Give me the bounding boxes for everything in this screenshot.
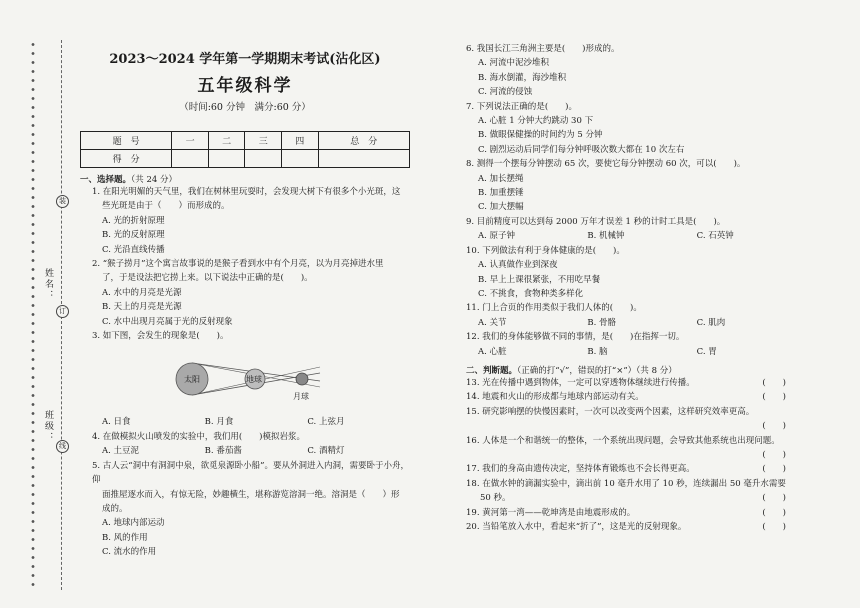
tf-item: 18. 在做水钟的滴漏实验中，滴出前 10 毫升水用了 10 秒，连续漏出 50 毫升水需要 (466, 478, 786, 489)
class-label: 班级： (43, 410, 53, 443)
score-table (80, 131, 410, 168)
options-row (80, 415, 410, 429)
option: C. 不挑食，食物种类多样化 (478, 288, 584, 299)
tf-item: 14. 地震和火山的形成都与地球内部运动有关。 ( ) (466, 390, 806, 404)
answer-paren[interactable]: ( ) (762, 392, 786, 403)
option: A. 加长摆绳 (478, 173, 524, 184)
option: A. 关节 (478, 317, 507, 328)
score-input-cell[interactable] (318, 150, 409, 168)
option: B. 骨骼 (587, 317, 616, 328)
score-input-cell[interactable] (208, 150, 245, 168)
eclipse-diagram (80, 343, 410, 415)
option: A. 土豆泥 (102, 446, 140, 457)
option: A. 日食 (102, 417, 131, 428)
binding-mark-1: 装 (56, 195, 69, 208)
score-cell: 四 (282, 132, 319, 150)
exam-title: 2023～2024 学年第一学期期末考试(沾化区) (109, 52, 381, 67)
question-stem: 6. 我国长江三角洲主要是( )形成的。 (466, 44, 620, 54)
score-cell: 三 (245, 132, 282, 150)
options-row (466, 316, 806, 330)
option: C. 流水的作用 (102, 547, 157, 558)
option: C. 肌肉 (696, 317, 726, 328)
option: C. 加大摆幅 (478, 202, 524, 213)
tf-item: 15. 研究影响摆的快慢因素时，一次可以改变两个因素，这样研究效率更高。 (466, 406, 755, 417)
binding-mark-3: 线 (56, 440, 69, 453)
option: B. 加重摆锤 (478, 188, 524, 199)
option: B. 番茄酱 (204, 446, 242, 457)
score-input-cell[interactable] (172, 150, 209, 168)
question-stem: 9. 目前精度可以达到每 2000 万年才误差 1 秒的计时工具是( )。 (466, 216, 726, 227)
answer-paren[interactable]: ( ) (762, 493, 786, 504)
question-stem: 4. 在做模拟火山喷发的实验中，我们用( )模拟岩浆。 (92, 431, 305, 442)
score-input-cell[interactable] (245, 150, 282, 168)
tf-item: 13. 光在传播中遇到物体，一定可以穿透物体继续进行传播。 ( ) (466, 376, 806, 390)
option: B. 机械钟 (587, 231, 625, 242)
option: B. 海水倒灌，海沙堆积 (478, 72, 567, 83)
option: C. 剧烈运动后同学们每分钟呼吸次数大都在 10 次左右 (478, 144, 685, 155)
question-stem: 2. “猴子捞月”这个寓言故事说的是猴子看到水中有个月亮，以为月亮掉进水里 (92, 259, 384, 270)
tf-item: 20. 当铅笔放入水中，看起来“折了”，这是光的反射现象。 ( ) (466, 520, 806, 534)
earth-label: 地球 (246, 375, 262, 385)
answer-paren[interactable]: ( ) (762, 522, 786, 532)
option: A. 地球内部运动 (102, 518, 165, 529)
subject-title: 五年级科学 (197, 76, 293, 96)
tf-item (466, 448, 806, 462)
question-stem: 5. 古人云“洞中有洞洞中泉，欲觅泉源卧小船”。要从外洞进入内洞，需要卧于小舟，仰 (92, 460, 410, 486)
options-row (466, 229, 806, 243)
tf-item: 50 秒。 ( ) (466, 491, 806, 505)
binding-dots (30, 40, 36, 590)
score-cell: 一 (172, 132, 209, 150)
question-stem: 1. 在阳光明媚的天气里，我们在树林里玩耍时，会发现大树下有很多个小光斑，这 (92, 187, 401, 197)
section-title: 二、判断题。（正确的打“√”，错误的打“×”）（共 8 分） (466, 365, 677, 376)
options-row (80, 444, 410, 458)
option: A. 原子钟 (478, 231, 516, 242)
score-cell: 总 分 (318, 132, 409, 150)
option: C. 上弦月 (307, 417, 345, 428)
question-stem: 12. 我们的身体能够做不同的事情，是( )在指挥一切。 (466, 332, 685, 343)
answer-paren[interactable]: ( ) (762, 507, 786, 518)
score-cell: 得 分 (81, 150, 172, 168)
option: A. 心脏 (478, 346, 507, 357)
option: A. 心脏 1 分钟大约跳动 30 下 (478, 116, 594, 127)
score-input-cell[interactable] (282, 150, 319, 168)
question-stem: 些光斑是由于（ ）而形成的。 (102, 201, 230, 212)
sun-label: 太阳 (184, 375, 200, 385)
option: B. 风的作用 (102, 532, 148, 543)
question-stem: 了，于是设法把它捞上来。以下说法中正确的是( )。 (102, 273, 313, 284)
option: B. 早上上课很紧张，不用吃早餐 (478, 274, 601, 285)
option: A. 河流中泥沙堆积 (478, 58, 550, 69)
right-column (466, 42, 806, 534)
moon-circle (296, 373, 308, 385)
tf-item: 17. 我们的身高由遗传决定，坚持体育锻炼也不会长得更高。 ( ) (466, 462, 806, 476)
score-value-row (81, 150, 410, 168)
option: B. 光的反射原理 (102, 230, 165, 241)
moon-label: 月球 (293, 392, 309, 402)
score-cell: 题 号 (81, 132, 172, 150)
question-stem: 成的。 (102, 503, 128, 514)
option: C. 石英钟 (696, 231, 734, 242)
question-stem: 10. 下列做法有利于身体健康的是( )。 (466, 245, 625, 256)
score-cell: 二 (208, 132, 245, 150)
option: A. 认真做作业到深夜 (478, 260, 558, 271)
question-stem: 11. 门上合页的作用类似于我们人体的( )。 (466, 303, 642, 314)
option: B. 脑 (587, 346, 608, 357)
option: B. 天上的月亮是光源 (102, 302, 182, 313)
option: C. 胃 (696, 346, 717, 357)
tf-item (466, 419, 806, 433)
eclipse-figure (80, 343, 410, 415)
binding-mark-2: 订 (56, 305, 69, 318)
option: A. 水中的月亮是光源 (102, 287, 182, 298)
answer-paren[interactable]: ( ) (762, 449, 786, 460)
left-column (80, 42, 410, 560)
tf-item: 19. 黄河第一湾——乾坤湾是由地震形成的。 ( ) (466, 506, 806, 520)
option: C. 水中出现月亮属于光的反射现象 (102, 316, 233, 327)
question-stem: 8. 测得一个摆每分钟摆动 65 次，要使它每分钟摆动 60 次，可以( )。 (466, 159, 746, 170)
option: C. 酒精灯 (307, 446, 345, 457)
options-row (466, 345, 806, 359)
answer-paren[interactable]: ( ) (762, 464, 786, 475)
option: B. 月食 (204, 417, 234, 428)
option: B. 做眼保健操的时间约为 5 分钟 (478, 130, 603, 141)
section-title: 一、选择题。（共 24 分） (80, 175, 177, 185)
tf-item: 16. 人体是一个和谐统一的整体，一个系统出现问题，会导致其他系统也出现问题。 (466, 435, 780, 446)
question-stem: 7. 下列说法正确的是( )。 (466, 101, 577, 112)
exam-info: （时间:60 分钟 满分:60 分） (179, 102, 311, 113)
answer-paren[interactable]: ( ) (762, 421, 786, 432)
question-stem: 3. 如下图，会发生的现象是( )。 (92, 331, 229, 342)
answer-paren[interactable]: ( ) (762, 377, 786, 388)
score-header-row (81, 132, 410, 150)
option: C. 河流的侵蚀 (478, 87, 533, 98)
option: A. 光的折射原理 (102, 215, 165, 226)
option: C. 光沿直线传播 (102, 244, 165, 255)
name-label: 姓名： (43, 268, 53, 301)
question-stem: 面推屋逐水而入，有惊无险，妙趣横生，堪称游览溶洞一绝。溶洞是（ ）形 (102, 489, 400, 500)
